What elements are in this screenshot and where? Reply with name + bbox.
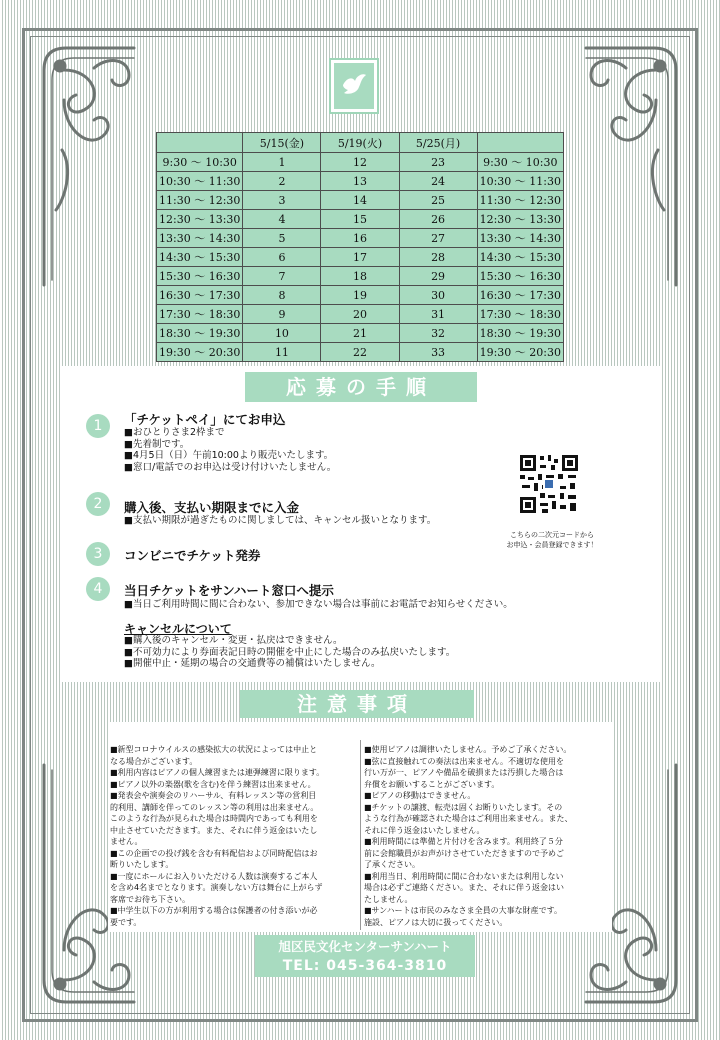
note-line: このような行為が見られた場合は時間内であっても利用を: [110, 814, 318, 823]
note-line: 前に会館職員がお声がけさせていただきますので予めご: [364, 848, 564, 858]
slot-cell: 18: [321, 267, 399, 286]
table-row: [157, 267, 564, 286]
slot-cell: 11: [243, 343, 321, 362]
slot-cell: 6: [243, 248, 321, 267]
header-cell: 5/25(月): [399, 133, 477, 153]
logo: [329, 58, 379, 114]
note-line: ■ピアノ以外の楽器(歌を含む)を伴う練習は出来ません。: [110, 779, 316, 789]
table-row: [157, 305, 564, 324]
table-row: [157, 191, 564, 210]
time-cell: 17:30 〜 18:30: [157, 305, 243, 324]
note-line: 了承ください。: [364, 860, 420, 869]
slot-cell: 33: [399, 343, 477, 362]
table-header-row: [157, 133, 564, 153]
notes-title: 注意事項: [240, 690, 474, 718]
note-line: ■利用当日、利用時間に間に合わないまたは利用しない: [364, 871, 564, 881]
time-cell: 14:30 〜 15:30: [157, 248, 243, 267]
time-cell: 12:30 〜 13:30: [477, 210, 563, 229]
qr-caption: [492, 530, 612, 550]
slot-cell: 19: [321, 286, 399, 305]
organizer-block: [255, 935, 475, 977]
step-number-1: 1: [86, 414, 110, 438]
detail-line: ■当日ご利用時間に間に合わない、参加できない場合は事前にお電話でお知らせください。: [124, 599, 513, 610]
note-line: ■弦に直接触れての奏法は出来ません。不適切な使用を: [364, 756, 565, 766]
time-cell: 10:30 〜 11:30: [157, 172, 243, 191]
slot-cell: 3: [243, 191, 321, 210]
time-cell: 9:30 〜 10:30: [157, 153, 243, 172]
detail-line: ■4月5日（日）午前10:00より販売いたします。: [124, 450, 334, 461]
time-cell: 19:30 〜 20:30: [477, 343, 563, 362]
note-line: 弁償をお願いすることがございます。: [364, 779, 500, 789]
time-cell: 13:30 〜 14:30: [477, 229, 563, 248]
cancel-title: キャンセルについて: [124, 622, 232, 636]
note-line: ような行為が確認された場合はご利用出来ません。また、: [364, 814, 573, 823]
step-2-details: [124, 515, 436, 527]
time-cell: 10:30 〜 11:30: [477, 172, 563, 191]
header-cell: 5/15(金): [243, 133, 321, 153]
header-cell: [477, 133, 563, 153]
qr-code-icon[interactable]: [518, 453, 580, 515]
slot-cell: 4: [243, 210, 321, 229]
note-line: を含め4名までとなります。演奏しない方は舞台に上がらず: [110, 883, 323, 892]
slot-cell: 30: [399, 286, 477, 305]
detail-line: ■開催中止・延期の場合の交通費等の補償はいたしません。: [124, 658, 381, 669]
qr-caption-line: こちらの二次元コードから: [510, 531, 594, 539]
note-line: ■使用ピアノは調律いたしません。予めご了承ください。: [364, 745, 572, 754]
note-line: それに伴う返金はいたしません。: [364, 825, 485, 835]
organizer-name: 旭区民文化センターサンハート: [278, 939, 452, 954]
step-title-2: 購入後、支払い期限までに入金: [124, 500, 300, 515]
table-row: [157, 153, 564, 172]
time-cell: 9:30 〜 10:30: [477, 153, 563, 172]
slot-cell: 23: [399, 153, 477, 172]
note-line: ■サンハートは市民のみなさま全員の大事な財産です。: [364, 906, 562, 915]
note-line: 客席でお待ち下さい。: [110, 894, 190, 904]
slot-cell: 15: [321, 210, 399, 229]
slot-cell: 24: [399, 172, 477, 191]
time-cell: 16:30 〜 17:30: [157, 286, 243, 305]
dove-icon: [339, 71, 369, 101]
time-cell: 14:30 〜 15:30: [477, 248, 563, 267]
slot-cell: 27: [399, 229, 477, 248]
slot-cell: 1: [243, 153, 321, 172]
slot-cell: 14: [321, 191, 399, 210]
organizer-tel[interactable]: TEL: 045-364-3810: [282, 958, 448, 974]
step-4-details: [124, 599, 513, 611]
detail-line: ■おひとりさま2枠まで: [124, 427, 225, 438]
time-cell: 15:30 〜 16:30: [477, 267, 563, 286]
time-cell: 18:30 〜 19:30: [477, 324, 563, 343]
time-cell: 12:30 〜 13:30: [157, 210, 243, 229]
step-number-2: 2: [86, 492, 110, 516]
note-line: ■この企画での投げ銭を含む有料配信および同時配信はお: [110, 848, 318, 858]
step-title-4: 当日チケットをサンハート窓口へ提示: [124, 583, 334, 598]
cancel-details: [124, 635, 455, 670]
time-cell: 19:30 〜 20:30: [157, 343, 243, 362]
note-line: なる場合がございます。: [110, 756, 198, 766]
time-cell: 11:30 〜 12:30: [157, 191, 243, 210]
procedure-title: 応募の手順: [245, 372, 477, 402]
detail-line: ■先着制です。: [124, 438, 190, 450]
note-line: ■利用時間には準備と片付けを含みます。利用終了５分: [364, 837, 563, 846]
table-row: [157, 248, 564, 267]
flourish-ornament-top-right: [576, 40, 686, 290]
note-line: ■発表会や演奏会のリハーサル、有料レッスン等の営利目: [110, 791, 317, 800]
flourish-ornament-top-left: [34, 40, 144, 290]
time-cell: 18:30 〜 19:30: [157, 324, 243, 343]
time-cell: 13:30 〜 14:30: [157, 229, 243, 248]
header-cell: 5/19(火): [321, 133, 399, 153]
slot-cell: 9: [243, 305, 321, 324]
slot-cell: 22: [321, 343, 399, 362]
slot-cell: 31: [399, 305, 477, 324]
detail-line: ■支払い期限が過ぎたものに関しましては、キャンセル扱いとなります。: [124, 515, 437, 526]
note-line: ■一度にホールにお入りいただける人数は演奏するご本人: [110, 871, 318, 881]
slot-cell: 5: [243, 229, 321, 248]
note-line: 中止させていただきます。また、それに伴う返金はいたし: [110, 825, 318, 835]
header-cell: [157, 133, 243, 153]
detail-line: ■窓口/電話でのお申込は受け付けいたしません。: [124, 461, 337, 473]
note-line: 施設、ピアノは大切に扱ってください。: [364, 917, 508, 927]
note-line: 行い万が一、ピアノや備品を破損または汚損した場合は: [364, 768, 564, 777]
slot-cell: 17: [321, 248, 399, 267]
slot-cell: 21: [321, 324, 399, 343]
step-number-3: 3: [86, 542, 110, 566]
qr-caption-line: お申込・会員登録できます！: [506, 541, 598, 549]
slot-cell: 26: [399, 210, 477, 229]
slot-cell: 12: [321, 153, 399, 172]
note-line: ■ピアノの移動はできません。: [364, 791, 476, 800]
slot-cell: 10: [243, 324, 321, 343]
time-cell: 15:30 〜 16:30: [157, 267, 243, 286]
table-row: [157, 229, 564, 248]
table-row: [157, 286, 564, 305]
table-row: [157, 324, 564, 343]
slot-cell: 28: [399, 248, 477, 267]
note-line: 的利用、講師を伴ってのレッスン等の利用は出来ません。: [110, 802, 319, 812]
step-1-details: [124, 427, 336, 473]
column-divider: [360, 740, 361, 930]
notes-left-column: [110, 744, 358, 928]
slot-cell: 32: [399, 324, 477, 343]
time-cell: 11:30 〜 12:30: [477, 191, 563, 210]
schedule-table: [156, 132, 564, 362]
note-line: ません。: [110, 837, 143, 846]
slot-cell: 7: [243, 267, 321, 286]
step-title-1: 「チケットペイ」にてお申込: [124, 412, 286, 427]
detail-line: ■不可効力により券面表記日時の開催を中止にした場合のみ払戻いたします。: [124, 646, 456, 658]
time-cell: 16:30 〜 17:30: [477, 286, 563, 305]
table-row: [157, 210, 564, 229]
step-title-3: コンビニでチケット発券: [124, 548, 261, 563]
note-line: 要です。: [110, 917, 142, 927]
note-line: 断りいたします。: [110, 860, 174, 869]
note-line: 場合は必ずご連絡ください。また、それに伴う返金はい: [364, 883, 564, 892]
slot-cell: 2: [243, 172, 321, 191]
time-cell: 17:30 〜 18:30: [477, 305, 563, 324]
table-row: [157, 343, 564, 362]
note-line: たしません。: [364, 894, 413, 904]
slot-cell: 29: [399, 267, 477, 286]
slot-cell: 25: [399, 191, 477, 210]
note-line: ■新型コロナウイルスの感染拡大の状況によっては中止と: [110, 745, 318, 754]
note-line: ■チケットの譲渡、転売は固くお断りいたします。その: [364, 802, 563, 812]
slot-cell: 13: [321, 172, 399, 191]
slot-cell: 16: [321, 229, 399, 248]
table-row: [157, 172, 564, 191]
slot-cell: 20: [321, 305, 399, 324]
note-line: ■中学生以下の方が利用する場合は保護者の付き添いが必: [110, 906, 318, 915]
step-number-4: 4: [86, 577, 110, 601]
notes-right-column: [364, 744, 610, 928]
detail-line: ■購入後のキャンセル・変更・払戻はできません。: [124, 635, 343, 646]
note-line: ■利用内容はピアノの個人練習または連弾練習に限ります。: [110, 768, 325, 777]
slot-cell: 8: [243, 286, 321, 305]
